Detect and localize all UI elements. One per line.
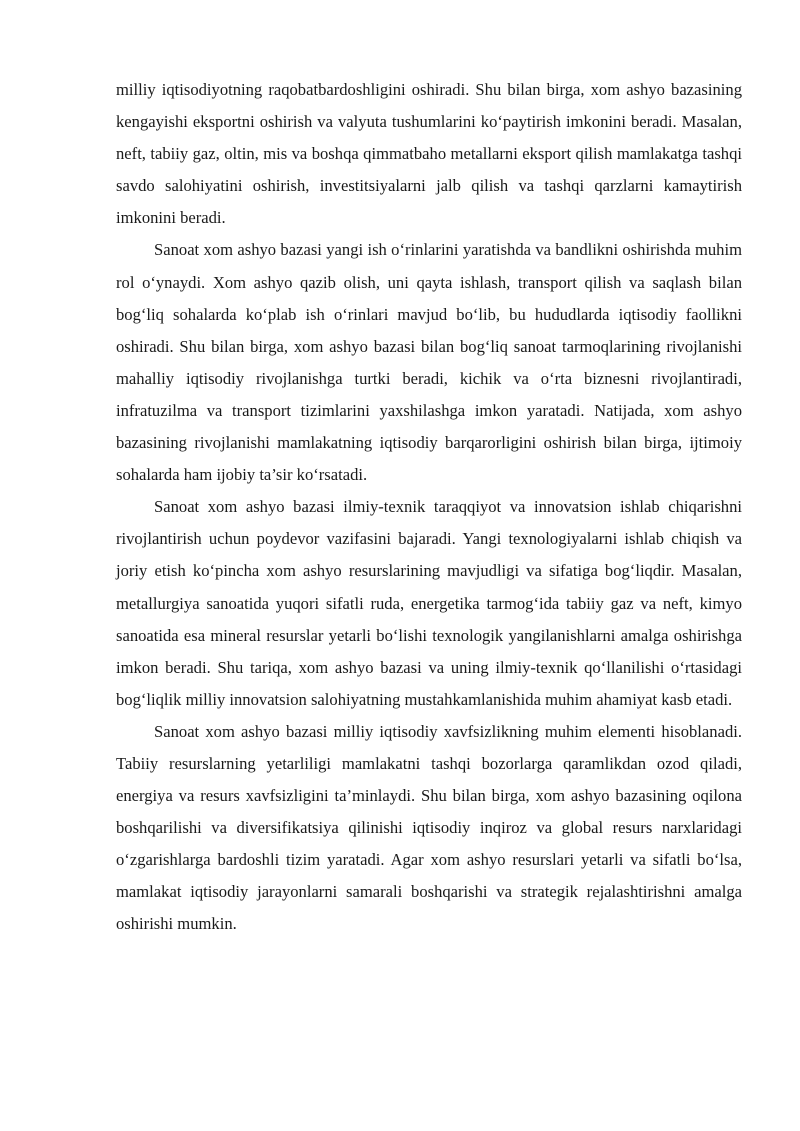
paragraph-innovation: Sanoat xom ashyo bazasi ilmiy-texnik taraqqiyot va innovatsion ishlab chiqarishni rivojlantirish uchun poydevor vazifasini bajaradi. Yangi texnologiyalarni ishlab chiqish va joriy etish ko‘pincha xom ashyo resurslarining mavjudligi va sifatiga bog‘liqdir. Masalan, metallurgiya sanoatida yuqori sifatli ruda, energetika tarmog‘ida tabiiy gaz va neft, kimyo sanoatida esa mineral resurslar yetarli bo‘lishi texnologik yangilanishlarni amalga oshirishga imkon beradi. Shu tariqa, xom ashyo bazasi va uning ilmiy-texnik qo‘llanilishi o‘rtasidagi bog‘liqlik milliy innovatsion salohiyatning mustahkamlanishida muhim ahamiyat kasb etadi. [116, 497, 742, 709]
paragraph-employment: Sanoat xom ashyo bazasi yangi ish o‘rinlarini yaratishda va bandlikni oshirishda muhim rol o‘ynaydi. Xom ashyo qazib olish, uni qayta ishlash, transport qilish va saqlash bilan bog‘liq sohalarda ko‘plab ish o‘rinlari mavjud bo‘lib, bu hududlarda iqtisodiy faollikni oshiradi. Shu bilan birga, xom ashyo bazasi bilan bog‘liq sanoat tarmoqlarining rivojlanishi mahalliy iqtisodiy rivojlanishga turtki beradi, kichik va o‘rta biznesni rivojlantiradi, infratuzilma va transport tizimlarini yaxshilashga imkon yaratadi. Natijada, xom ashyo bazasining rivojlanishi mamlakatning iqtisodiy barqarorligini oshirish bilan birga, ijtimoiy sohalarda ham ijobiy ta’sir ko‘rsatadi. [116, 240, 742, 485]
paragraph-security: Sanoat xom ashyo bazasi milliy iqtisodiy xavfsizlikning muhim elementi hisoblanadi. Tabiiy resurslarning yetarliligi mamlakatni tashqi bozorlarga qaramlikdan ozod qiladi, energiya va resurs xavfsizligini ta’minlaydi. Shu bilan birga, xom ashyo bazasining oqilona boshqarilishi va diversifikatsiya qilinishi iqtisodiy inqiroz va global resurs narxlaridagi o‘zgarishlarga bardoshli tizim yaratadi. Agar xom ashyo resurslari yetarli va sifatli bo‘lsa, mamlakat iqtisodiy jarayonlarni samarali boshqarishi va strategik rejalashtirishni amalga oshirishi mumkin. [116, 721, 742, 934]
document-body [116, 74, 742, 941]
paragraph-continuation: milliy iqtisodiyotning raqobatbardoshligini oshiradi. Shu bilan birga, xom ashyo bazasining kengayishi eksportni oshirish va valyuta tushumlarini ko‘paytirish imkonini beradi. Masalan, neft, tabiiy gaz, oltin, mis va boshqa qimmatbaho metallarni eksport qilish mamlakatga tashqi savdo salohiyatini oshirish, investitsiyalarni jalb qilish va tashqi qarzlarni kamaytirish imkonini beradi. [116, 80, 742, 228]
